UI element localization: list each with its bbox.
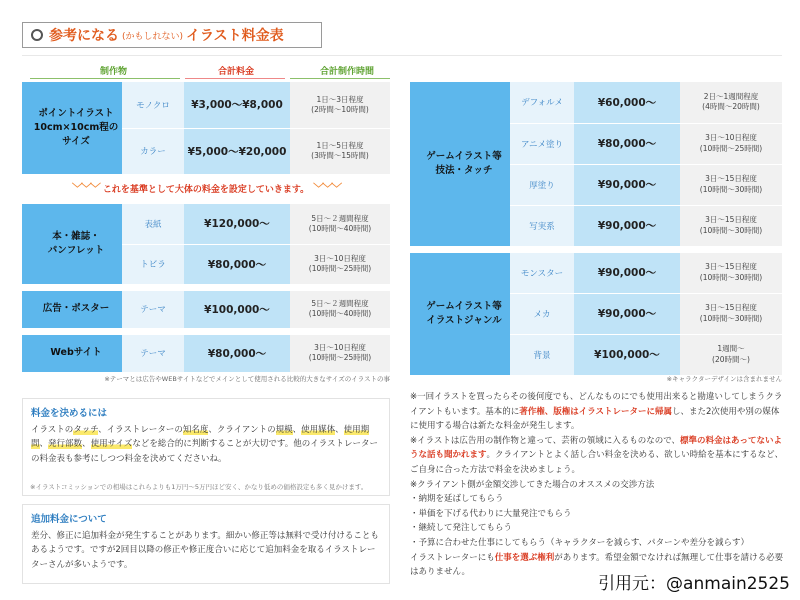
time-cell: 3日〜15日程度 (10時間〜30時間) [680,293,782,334]
paragraph [410,434,785,478]
time-cell: 3日〜10日程度 (10時間〜25時間) [290,244,390,284]
point-type: カラー [122,128,184,174]
category-cell [22,290,122,328]
text: ※一回イラストを買ったらその後何度でも、どんなものにでも使用出来ると勘違いしてしまうクライアントもいます。基本的に [410,392,783,417]
title-prefix: 参考になる [49,28,119,44]
circle-icon [31,29,43,41]
list-item: ・単価を下げる代わりに大量発注でもらう [410,508,572,519]
text: などを総合的に判断することが大切です。他のイラストレーターの料金表も参考にしつつ料金を決めてくださいね。 [31,439,378,464]
time-cell: 3日〜15日程度 (10時間〜30時間) [680,205,782,246]
title-suffix: イラスト料金表 [186,28,284,44]
fee-box-body [23,419,389,470]
right-note: ※キャラクターデザインは含まれません [666,375,782,383]
category-label: ゲームイラスト等 イラストジャンル [426,300,502,326]
price-cell: ¥80,000〜 [184,334,290,372]
point-time: 1日〜3日程度 (2時間〜10時間) [290,82,390,128]
category-cell [22,334,122,372]
right-fee-table [410,82,782,376]
header-total-fee: 合計料金 [218,67,255,77]
time-cell: 3日〜10日程度 (10時間〜25時間) [680,123,782,164]
header-work-line [30,78,180,79]
text: 、 [39,439,49,450]
category-label: Webサイト [50,347,102,359]
price-cell: ¥90,000〜 [574,252,680,293]
category-cell [410,252,510,375]
text: 、 [292,425,302,435]
header-total-time: 合計制作時間 [320,67,375,77]
highlight: 知名度 [182,425,209,435]
point-illust-table [22,82,390,175]
category-label: ゲームイラスト等 技法・タッチ [426,150,502,176]
paragraph [410,390,785,434]
type-cell: 厚塗り [510,164,574,205]
text: ※イラストは広告用の制作物と違って、芸術の領域に入るものなので、 [410,435,681,446]
text: し、また2次使用や別の媒体に使用する場合は新たな料金が発生します。 [410,406,780,432]
title-sub: (かもしれない) [122,31,184,42]
point-time: 1日〜5日程度 (3時間〜15時間) [290,128,390,174]
point-type: モノクロ [122,82,184,128]
price-cell: ¥120,000〜 [184,204,290,244]
highlight: 発行部数 [48,439,83,450]
type-cell: テーマ [122,290,184,328]
emphasis: 著作権、版権はイラストレーターに帰属 [519,406,672,417]
type-cell: テーマ [122,334,184,372]
title-box [22,22,322,48]
time-cell: 3日〜10日程度 (10時間〜25時間) [290,334,390,372]
point-price: ¥3,000〜¥8,000 [184,82,290,128]
price-cell: ¥80,000〜 [574,123,680,164]
price-cell: ¥90,000〜 [574,164,680,205]
extra-box-body: 差分、修正に追加料金が発生することがあります。細かい修正等は無料で受け付けることもあるようです。ですが2回目以降の修正や修正度合いに応じて追加料金を取るイラストレーターさんが多いようです。 [31,531,379,570]
point-category [22,82,122,174]
highlight: 使用サイズ [90,439,133,450]
left-fee-table [22,204,390,373]
time-cell: 3日〜15日程度 (10時間〜30時間) [680,164,782,205]
type-cell: アニメ塗り [510,123,574,164]
header-work: 制作物 [100,67,128,77]
text: 、 [335,425,344,435]
fee-box-title: 料金を決めるには [31,408,108,419]
point-category-label: ポイントイラスト 10cm×10cm程のサイズ [33,108,119,147]
price-cell: ¥90,000〜 [574,293,680,334]
time-cell: 3日〜15日程度 (10時間〜30時間) [680,252,782,293]
extra-fee-box [22,504,390,584]
text: 、イラストレーターの [98,425,183,435]
highlight: 使用期間 [31,425,370,450]
text: イラストの [31,425,74,435]
text: 、クライアントの [208,425,276,435]
price-cell: ¥80,000〜 [184,244,290,284]
text: があります。希望金額でなければ無理して仕事を請ける必要はありません。 [410,552,784,578]
point-price: ¥5,000〜¥20,000 [184,128,290,174]
type-cell: モンスター [510,252,574,293]
source-credit: 引用元：@anmain2525 [596,569,792,594]
text: イラストレーターにも [410,552,495,563]
type-cell: 写実系 [510,205,574,246]
time-cell: 5日〜２週間程度 (10時間〜40時間) [290,290,390,328]
chevron-down-icon: ﹀﹀﹀ [71,182,99,195]
time-cell: 2日〜1週間程度 (4時間〜20時間) [680,82,782,123]
emphasis: 仕事を選ぶ権利 [494,552,555,563]
category-cell [410,82,510,246]
category-label: 広告・ポスター [42,303,110,315]
price-cell: ¥60,000〜 [574,82,680,123]
type-cell: 表紙 [122,204,184,244]
list-item: ・予算に合わせた仕事にしてもらう（キャラクターを減らす、パターンや差分を減らす） [410,538,749,549]
time-cell: 5日〜２週間程度 (10時間〜40時間) [290,204,390,244]
baseline-banner [22,178,390,198]
time-cell: 1週間〜 (20時間〜) [680,334,782,375]
type-cell: トビラ [122,244,184,284]
paragraph: ※クライアント側が金額交渉してきた場合のオススメの交渉方法 [410,479,655,490]
type-cell: デフォルメ [510,82,574,123]
list-item: ・納期を延ばしてもらう [410,494,504,505]
header-fee-line [185,78,285,79]
header-time-line [290,78,390,79]
right-notes [410,390,785,580]
type-cell: 背景 [510,334,574,375]
price-cell: ¥100,000〜 [184,290,290,328]
category-cell [22,204,122,284]
type-cell: メカ [510,293,574,334]
list-item: ・継続して発注してもらう [410,523,513,534]
divider [22,55,782,56]
banner-text: これを基準として大体の料金を設定していきます。 [102,184,310,195]
highlight: タッチ [73,425,99,435]
highlight: 規模 [275,425,293,435]
price-cell: ¥90,000〜 [574,205,680,246]
emphasis: 標準の料金はあってないような話も聞かれます [410,435,782,461]
chevron-down-icon: ﹀﹀﹀ [313,182,341,195]
category-label: 本・雑誌・ パンフレット [47,230,105,256]
extra-box-title: 追加料金について [31,514,107,525]
highlight: 使用媒体 [301,425,336,435]
text: 。クライアントとよく話し合い料金を決める、欲しい時給を基本にするなど、ご自身に合った方法で料金を決めましょう。 [410,450,784,476]
price-cell: ¥100,000〜 [574,334,680,375]
left-note: ※テーマとは広告やWEBサイトなどでメインとして使用される比較的大きなサイズのイラストの事 [104,375,390,383]
fee-box-footnote: ※イラストコミッションでの相場はこれらよりも1万円〜5万円ほど安く、かなり低めの価格設定も多く見かけます。 [30,483,368,491]
text: 、 [82,439,91,450]
